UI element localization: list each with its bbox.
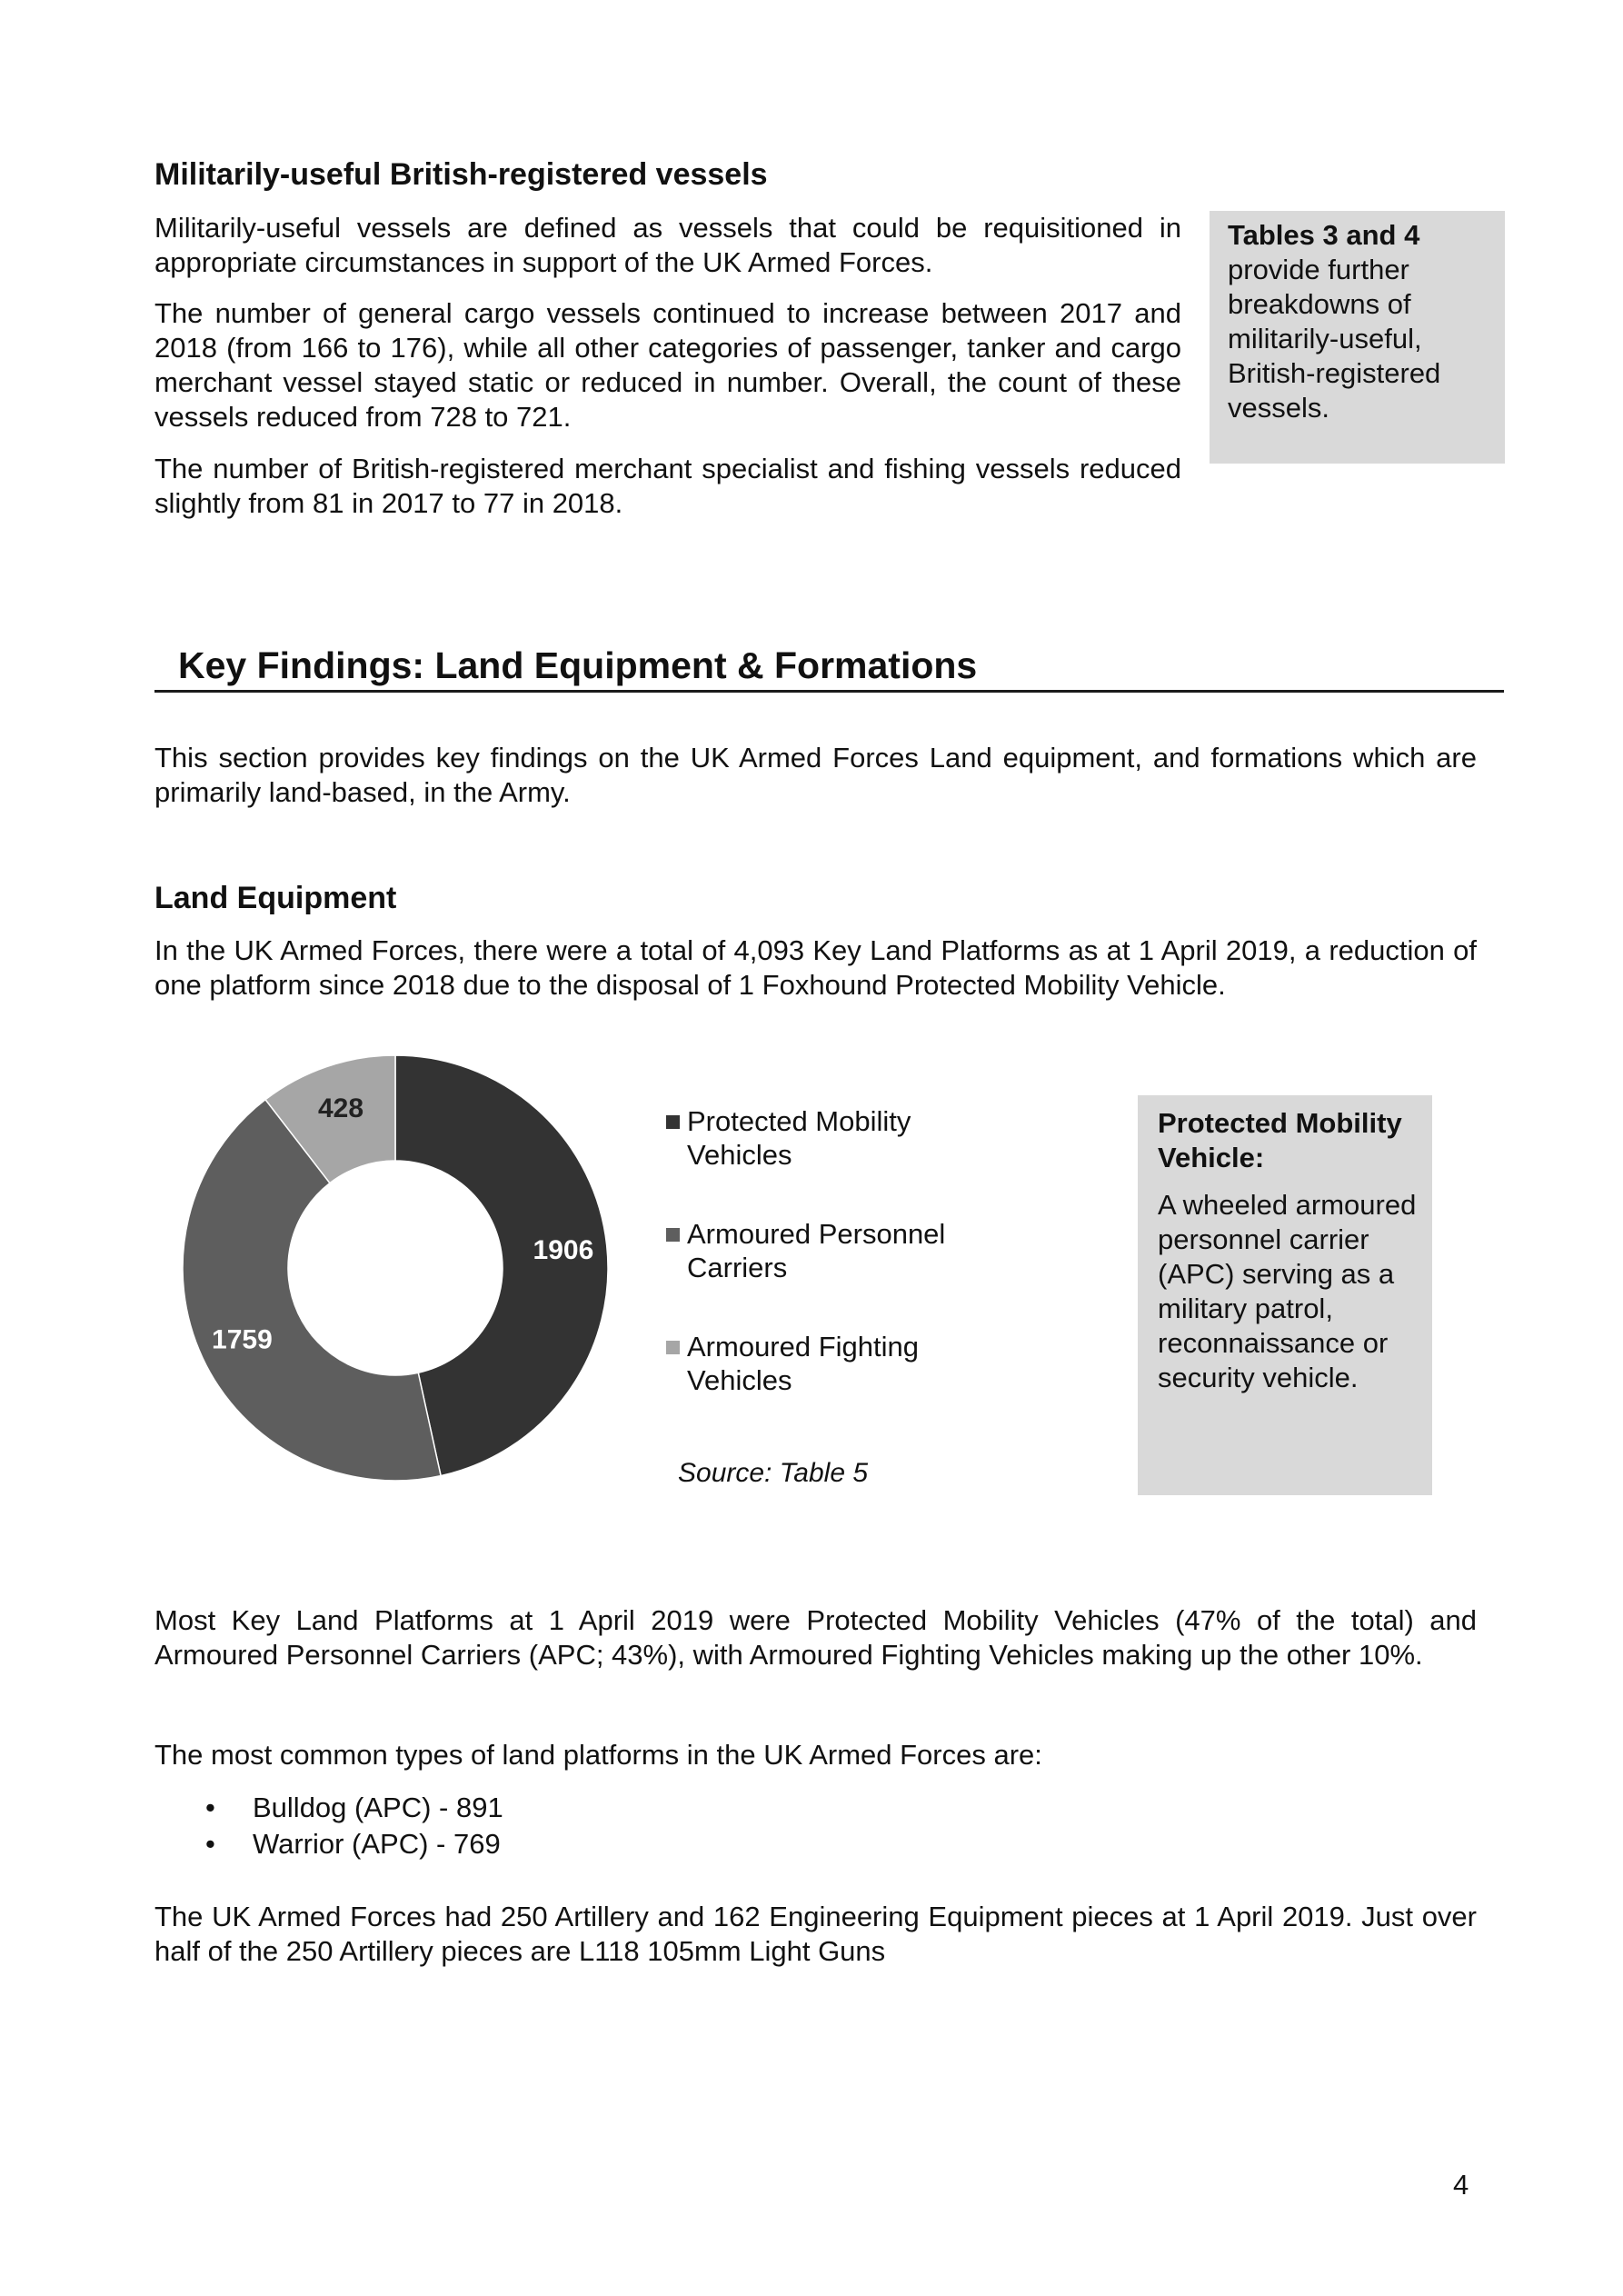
pmv-sidebox	[1138, 1095, 1432, 1495]
list-item-text: Warrior (APC) - 769	[253, 1828, 501, 1860]
land-intro: This section provides key findings on the UK Armed Forces Land equipment, and formations which are primarily land-based, in the Army.	[154, 742, 1477, 808]
donut-label-armoured-fighting: 428	[317, 1093, 364, 1123]
vessels-para-2: The number of general cargo vessels continued to increase between 2017 and 2018 (from 166 to 176), while all other categories of passenger, tanker and cargo merchant vessel stayed static or reduced in number. Overall, the count of these vessels reduced from 728 to 721.	[154, 297, 1181, 433]
chart-legend	[666, 1104, 957, 1397]
page-number: 4	[1453, 2169, 1469, 2201]
bullet-dot: •	[205, 1828, 215, 1860]
land-equipment-heading: Land Equipment	[154, 881, 397, 915]
vessels-para-1: Militarily-useful vessels are defined as vessels that could be requisitioned in appropriate circumstances in support of the UK Armed Forces.	[154, 212, 1181, 278]
legend-label-protected-mobility: Protected Mobility Vehicles	[687, 1105, 911, 1171]
bullet-dot: •	[205, 1792, 215, 1823]
list-item	[154, 1790, 1063, 1826]
legend-swatch-armoured-personnel	[666, 1228, 680, 1242]
legend-swatch-protected-mobility	[666, 1115, 680, 1129]
donut-chart	[173, 1045, 618, 1491]
pmv-sidebox-text: A wheeled armoured personnel carrier (APC) serving as a military patrol, reconnaissance or security vehicle.	[1158, 1189, 1417, 1393]
pmv-sidebox-title: Protected Mobility Vehicle:	[1158, 1107, 1402, 1173]
list-item-text: Bulldog (APC) - 891	[253, 1792, 503, 1823]
legend-item-armoured-fighting	[666, 1330, 957, 1397]
legend-item-protected-mobility	[666, 1104, 957, 1172]
platform-list	[154, 1790, 1063, 1862]
vessels-heading: Militarily-useful British-registered vessels	[154, 157, 768, 192]
vessels-sidebox-text: provide further breakdowns of militarily-useful, British-registered vessels.	[1228, 254, 1441, 424]
vessels-sidebox-title: Tables 3 and 4	[1228, 219, 1420, 251]
list-item	[154, 1826, 1063, 1862]
donut-label-armoured-personnel: 1759	[212, 1324, 273, 1355]
section-heading: Key Findings: Land Equipment & Formations	[178, 644, 978, 686]
land-para-1: In the UK Armed Forces, there were a total of 4,093 Key Land Platforms as at 1 April 2019, a reduction of one platform since 2018 due to the disposal of 1 Foxhound Protected Mobility Vehicle.	[154, 934, 1477, 1001]
section-heading-rule	[154, 690, 1504, 693]
legend-label-armoured-fighting: Armoured Fighting Vehicles	[687, 1331, 920, 1396]
land-para-3: The most common types of land platforms in the UK Armed Forces are:	[154, 1739, 1042, 1771]
vessels-sidebox	[1210, 211, 1505, 464]
vessels-para-3: The number of British-registered merchant specialist and fishing vessels reduced slightly from 81 in 2017 to 77 in 2018.	[154, 453, 1181, 519]
legend-label-armoured-personnel: Armoured Personnel Carriers	[687, 1218, 946, 1283]
legend-item-armoured-personnel	[666, 1217, 957, 1284]
land-para-4: The UK Armed Forces had 250 Artillery and 162 Engineering Equipment pieces at 1 April 2019. Just over half of the 250 Artillery pieces are L118 105mm Light Guns	[154, 1901, 1477, 1967]
chart-source: Source: Table 5	[678, 1458, 869, 1488]
donut-label-protected-mobility: 1906	[533, 1234, 594, 1265]
land-para-2: Most Key Land Platforms at 1 April 2019 were Protected Mobility Vehicles (47% of the total) and Armoured Personnel Carriers (APC; 43%), with Armoured Fighting Vehicles making up the other 10%.	[154, 1604, 1477, 1671]
legend-swatch-armoured-fighting	[666, 1341, 680, 1354]
